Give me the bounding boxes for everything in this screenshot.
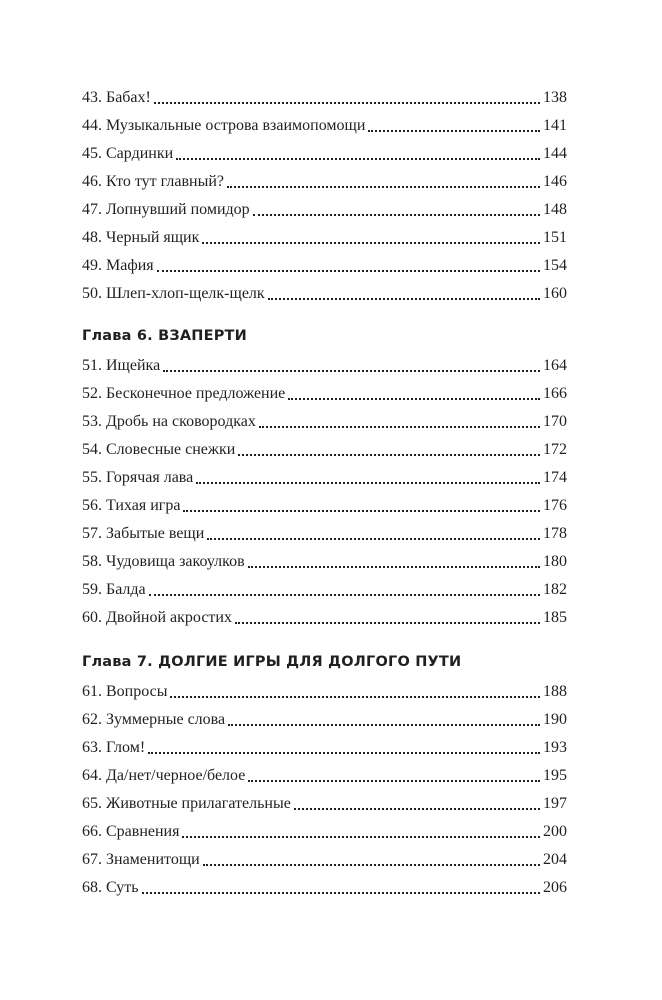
toc-entry-title: 59. Балда	[82, 581, 146, 598]
toc-entry	[82, 790, 567, 814]
toc-entry-title: 58. Чудовища закоулков	[82, 553, 245, 570]
toc-entry	[82, 84, 567, 108]
toc-entry-page: 182	[543, 581, 567, 598]
toc-entry-title: 43. Бабах!	[82, 89, 151, 106]
toc-entry-title: 47. Лопнувший помидор	[82, 201, 250, 218]
toc-entry-page: 151	[543, 229, 567, 246]
dot-leader	[183, 510, 540, 512]
toc-entry-page: 190	[543, 711, 567, 728]
toc-entry-title: 54. Словесные снежки	[82, 441, 236, 458]
dot-leader	[170, 696, 540, 698]
chapter-heading: Глава 6. ВЗАПЕРТИ	[82, 328, 247, 344]
toc-entry-title: 52. Бесконечное предложение	[82, 385, 286, 402]
toc-entry	[82, 678, 567, 702]
dot-leader	[182, 836, 540, 838]
toc-entry-page: 170	[543, 413, 567, 430]
dot-leader	[368, 130, 540, 132]
dot-leader	[268, 298, 540, 300]
toc-entry-page: 154	[543, 257, 567, 274]
toc-entry-title: 60. Двойной акростих	[82, 609, 232, 626]
toc-entry-page: 166	[543, 385, 567, 402]
chapter-heading: Глава 7. ДОЛГИЕ ИГРЫ ДЛЯ ДОЛГОГО ПУТИ	[82, 654, 462, 670]
toc-entry	[82, 112, 567, 136]
toc-entry-title: 45. Сардинки	[82, 145, 174, 162]
toc-entry-title: 62. Зуммерные слова	[82, 711, 226, 728]
toc-entry	[82, 436, 567, 460]
toc-entry-page: 185	[543, 609, 567, 626]
toc-entry-page: 197	[543, 795, 567, 812]
toc-entry-title: 67. Знаменитощи	[82, 851, 200, 868]
toc-entry-page: 195	[543, 767, 567, 784]
toc-entry	[82, 352, 567, 376]
toc-entry	[82, 520, 567, 544]
toc-entry	[82, 252, 567, 276]
toc-entry-title: 51. Ищейка	[82, 357, 161, 374]
toc-entry-page: 178	[543, 525, 567, 542]
toc-entry-title: 56. Тихая игра	[82, 497, 181, 514]
toc-entry-title: 63. Глом!	[82, 739, 146, 756]
dot-leader	[163, 370, 540, 372]
toc-entry	[82, 196, 567, 220]
toc-entry-title: 66. Сравнения	[82, 823, 180, 840]
toc-entry-page: 180	[543, 553, 567, 570]
toc-entry-page: 188	[543, 683, 567, 700]
dot-leader	[207, 538, 540, 540]
dot-leader	[227, 186, 540, 188]
dot-leader	[203, 864, 540, 866]
toc-entry	[82, 604, 567, 628]
dot-leader	[288, 398, 540, 400]
toc-entry	[82, 280, 567, 304]
toc-entry-title: 64. Да/нет/черное/белое	[82, 767, 246, 784]
dot-leader	[238, 454, 540, 456]
toc-entry-title: 46. Кто тут главный?	[82, 173, 224, 190]
dot-leader	[248, 566, 540, 568]
toc-entry-page: 144	[543, 145, 567, 162]
toc-entry	[82, 706, 567, 730]
toc-entry	[82, 846, 567, 870]
toc-entry-page: 193	[543, 739, 567, 756]
toc-entry-title: 65. Животные прилагательные	[82, 795, 291, 812]
toc-entry-page: 141	[543, 117, 567, 134]
dot-leader	[142, 892, 540, 894]
dot-leader	[294, 808, 540, 810]
toc-entry-page: 204	[543, 851, 567, 868]
dot-leader	[253, 214, 540, 216]
dot-leader	[157, 270, 540, 272]
dot-leader	[259, 426, 540, 428]
toc-entry	[82, 818, 567, 842]
dot-leader	[228, 724, 540, 726]
toc-entry-title: 68. Суть	[82, 879, 139, 896]
toc-entry-page: 160	[543, 285, 567, 302]
toc-entry-page: 138	[543, 89, 567, 106]
toc-entry-title: 50. Шлеп-хлоп-щелк-щелк	[82, 285, 265, 302]
toc-entry	[82, 734, 567, 758]
toc-entry-page: 200	[543, 823, 567, 840]
toc-entry-page: 174	[543, 469, 567, 486]
toc-entry-page: 164	[543, 357, 567, 374]
toc-entry-page: 172	[543, 441, 567, 458]
toc-entry-page: 176	[543, 497, 567, 514]
toc-entry-title: 48. Черный ящик	[82, 229, 200, 246]
toc-entry	[82, 168, 567, 192]
toc-entry	[82, 548, 567, 572]
toc-entry	[82, 762, 567, 786]
toc-entry-page: 148	[543, 201, 567, 218]
toc-entry	[82, 408, 567, 432]
toc-entry-title: 61. Вопросы	[82, 683, 168, 700]
dot-leader	[176, 158, 540, 160]
toc-entry-page: 206	[543, 879, 567, 896]
dot-leader	[248, 780, 540, 782]
dot-leader	[149, 594, 540, 596]
dot-leader	[196, 482, 540, 484]
toc-entry-title: 55. Горячая лава	[82, 469, 194, 486]
dot-leader	[154, 102, 540, 104]
toc-entry	[82, 464, 567, 488]
dot-leader	[202, 242, 540, 244]
dot-leader	[235, 622, 540, 624]
toc-entry-title: 44. Музыкальные острова взаимопомощи	[82, 117, 366, 134]
toc-entry	[82, 576, 567, 600]
toc-entry-page: 146	[543, 173, 567, 190]
toc-entry	[82, 224, 567, 248]
toc-entry	[82, 140, 567, 164]
toc-entry-title: 57. Забытые вещи	[82, 525, 205, 542]
toc-entry-title: 49. Мафия	[82, 257, 154, 274]
toc-entry	[82, 492, 567, 516]
toc-entry-title: 53. Дробь на сковородках	[82, 413, 256, 430]
toc-entry	[82, 380, 567, 404]
dot-leader	[148, 752, 540, 754]
toc-entry	[82, 874, 567, 898]
